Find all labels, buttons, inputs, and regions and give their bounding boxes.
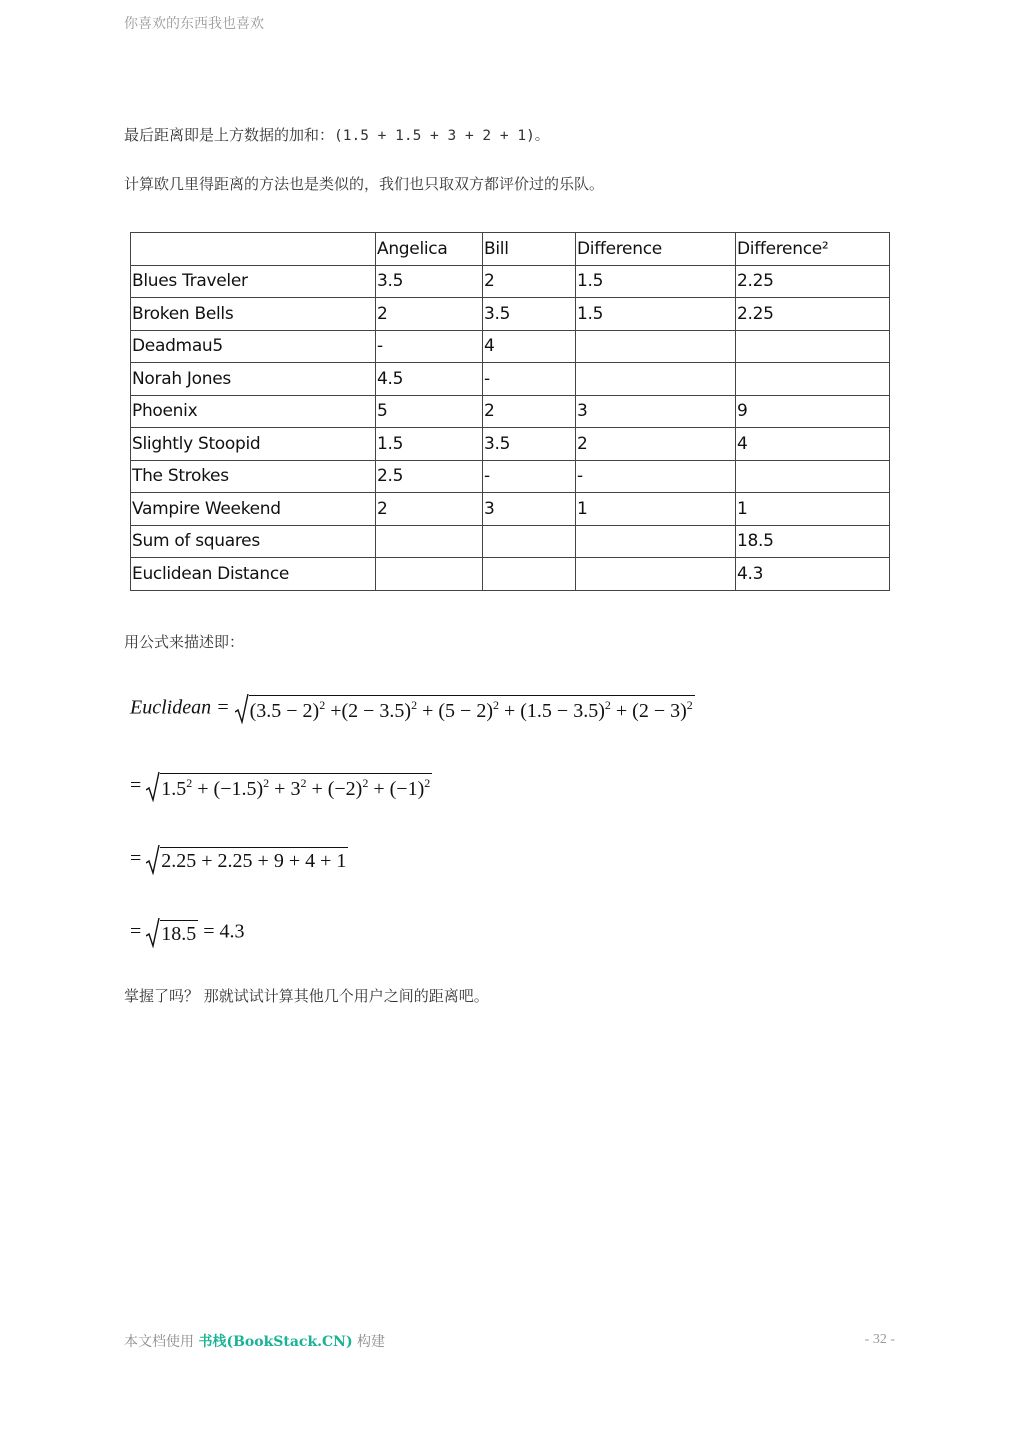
table-cell [483,525,576,558]
paragraph-closing: 掌握了吗？ 那就试试计算其他几个用户之间的距离吧。 [124,987,489,1005]
table-cell: 2.25 [736,265,890,298]
table-cell [483,558,576,591]
paragraph-euclidean-intro: 计算欧几里得距离的方法也是类似的，我们也只取双方都评价过的乐队。 [124,175,605,193]
formula-radicand-4: 18.5 [160,920,198,946]
table-cell: 1 [576,493,736,526]
sqrt-icon [235,694,249,724]
table-cell: 2 [376,493,483,526]
formula-line-4 [130,918,245,948]
table-cell: 2 [483,265,576,298]
table-row [131,363,890,396]
table-cell: 2 [576,428,736,461]
table-row [131,493,890,526]
table-cell: 3.5 [483,428,576,461]
page-number: - 32 - [864,1332,895,1347]
table-cell: Vampire Weekend [131,493,376,526]
table-cell [736,460,890,493]
table-row [131,298,890,331]
table-cell: Deadmau5 [131,330,376,363]
table-cell: 1.5 [576,265,736,298]
formula-equals: = [130,847,147,870]
table-cell: Norah Jones [131,363,376,396]
table-cell: Sum of squares [131,525,376,558]
table-cell: 3 [576,395,736,428]
table-cell: 2 [376,298,483,331]
table-cell: 4.3 [736,558,890,591]
table-header-row [131,233,890,266]
formula-radicand-1: $(3.5 - 2)^2 +(2 - 3.5)^2 + (5 - 2)^2 + (1.5 - 3.5)^2 + (2 - 3)^2$ [249,695,695,723]
table-cell [576,558,736,591]
table-cell: 1.5 [576,298,736,331]
formula-radicand-3: 2.25 + 2.25 + 9 + 4 + 1 [160,847,348,873]
table-header-cell: Difference [576,233,736,266]
table-cell: 1.5 [376,428,483,461]
distance-table [130,232,890,591]
table-cell: 4 [483,330,576,363]
table-cell: 3.5 [483,298,576,331]
footer-credit: 本文档使用 书栈(BookStack.CN) 构建 [124,1334,386,1350]
table-cell [376,525,483,558]
formula-radicand-2: $1.5^2 + (-1.5)^2 + 3^2 + (-2)^2 + (-1)^2$ [160,773,432,801]
table-cell: 1 [736,493,890,526]
table-cell [576,330,736,363]
table-row [131,525,890,558]
table-cell: - [483,460,576,493]
table-header-cell: Difference² [736,233,890,266]
table-row [131,558,890,591]
formula-equals: = [130,774,147,797]
table-cell: 3.5 [376,265,483,298]
formula-result: = 4.3 [198,920,245,943]
table-cell: 2 [483,395,576,428]
table-header-cell [131,233,376,266]
table-header-cell: Bill [483,233,576,266]
paragraph-sum-text: 最后距离即是上方数据的加和： [124,126,335,144]
sqrt-icon [146,845,160,875]
table-row [131,330,890,363]
sqrt-icon [146,918,160,948]
formula-label: Euclidean = [130,696,235,719]
table-cell [736,363,890,396]
table-cell: - [376,330,483,363]
formula-line-3 [130,845,348,875]
table-cell: - [576,460,736,493]
footer-brand-link[interactable]: 书栈(BookStack.CN) [198,1334,353,1350]
table-row [131,265,890,298]
table-cell: - [483,363,576,396]
table-cell [736,330,890,363]
table-cell: 4 [736,428,890,461]
table-cell: Blues Traveler [131,265,376,298]
table-cell: Broken Bells [131,298,376,331]
sqrt-icon [146,772,160,802]
table-cell: 5 [376,395,483,428]
table-cell [576,525,736,558]
table-cell: Slightly Stoopid [131,428,376,461]
table-row [131,460,890,493]
table-row [131,428,890,461]
table-cell [376,558,483,591]
table-cell: Phoenix [131,395,376,428]
table-cell: Euclidean Distance [131,558,376,591]
paragraph-formula-intro: 用公式来描述即： [124,633,245,651]
running-header: 你喜欢的东西我也喜欢 [124,16,264,32]
table-cell: 9 [736,395,890,428]
formula-line-1 [130,694,695,724]
table-header-cell: Angelica [376,233,483,266]
table-cell: 2.5 [376,460,483,493]
table-cell [576,363,736,396]
table-row [131,395,890,428]
inline-code-sum: (1.5 + 1.5 + 3 + 2 + 1)。 [334,128,550,144]
formula-equals: = [130,920,147,943]
paragraph-sum [124,124,549,145]
table-cell: 3 [483,493,576,526]
table-cell: 18.5 [736,525,890,558]
table-cell: The Strokes [131,460,376,493]
table-cell: 4.5 [376,363,483,396]
formula-line-2 [130,772,432,802]
table-cell: 2.25 [736,298,890,331]
